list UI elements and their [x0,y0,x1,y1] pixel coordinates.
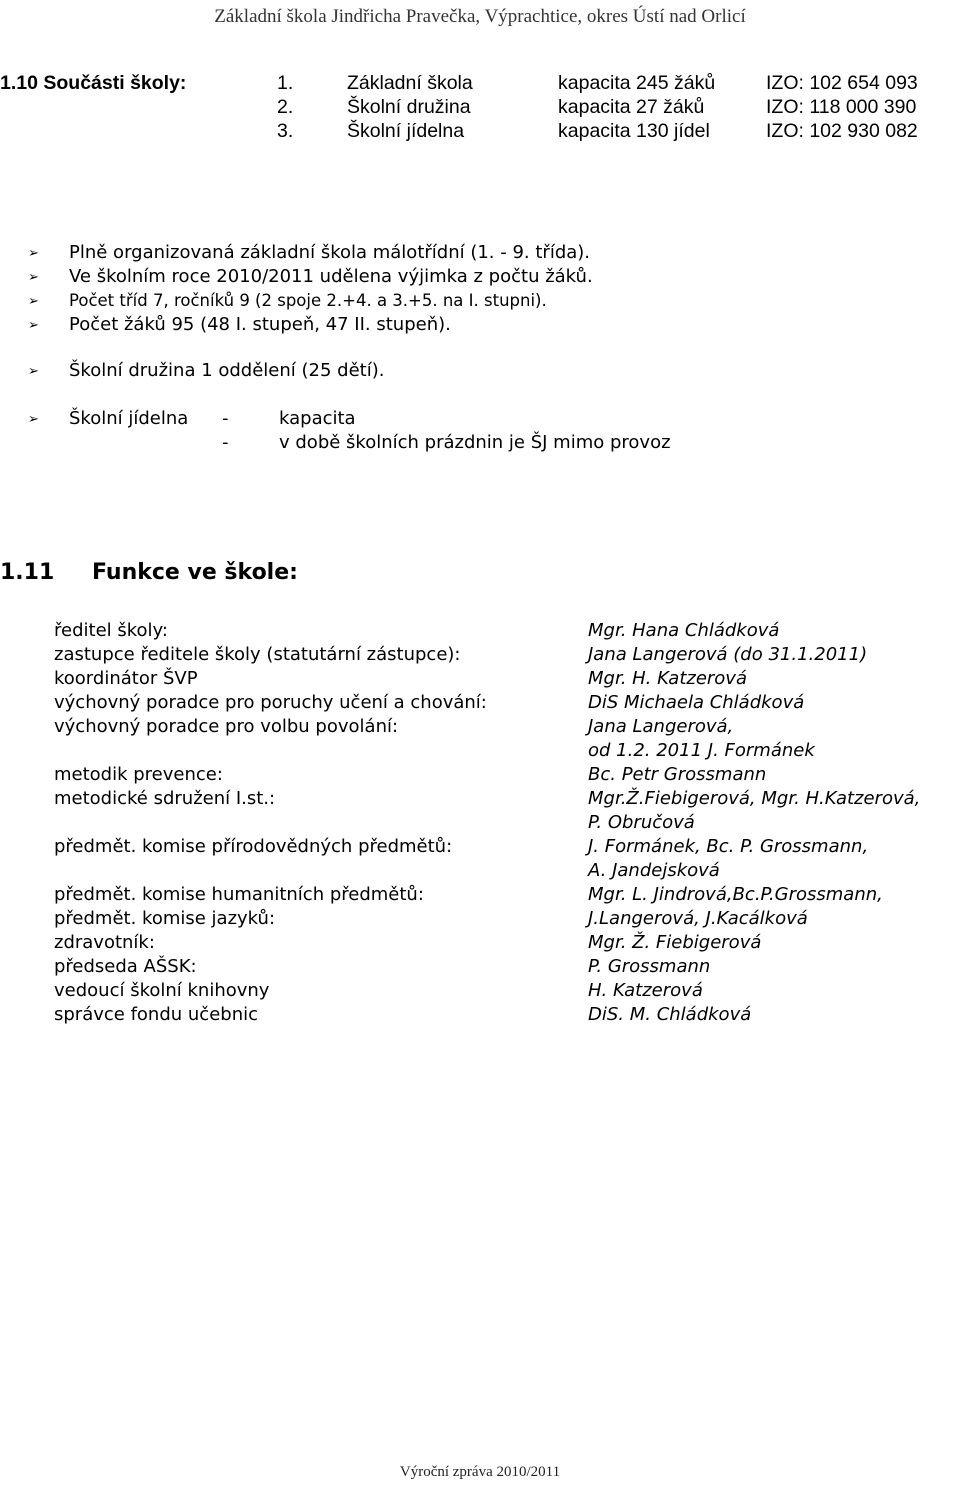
person-name: Mgr.Ž.Fiebigerová, Mgr. H.Katzerová, [588,788,921,809]
person-name: Mgr. Hana Chládková [588,620,780,641]
role-label: předmět. komise přírodovědných předmětů: [54,836,453,857]
component-num: 1. [277,72,294,94]
bullet-text: Počet tříd 7, ročníků 9 (2 spoje 2.+4. a 3.+5. na I. stupni). [69,291,547,310]
person-name: H. Katzerová [588,980,703,1001]
section-110-title: 1.10 Součásti školy: [0,72,187,94]
role-label: metodik prevence: [54,764,223,785]
dash: - [222,432,229,453]
component-num: 2. [277,96,294,118]
page-header: Základní škola Jindřicha Pravečka, Výprachtice, okres Ústí nad Orlicí [214,6,746,27]
section-111-title [0,560,298,585]
section-heading: Funkce ve škole: [92,560,298,585]
page-footer: Výroční zpráva 2010/2011 [399,1464,561,1480]
person-name: Mgr. H. Katzerová [588,668,747,689]
bullet-text: Školní družina 1 oddělení (25 dětí). [69,360,385,381]
component-name: Školní družina [347,96,471,118]
person-name: DiS Michaela Chládková [588,692,805,713]
person-name: P. Grossmann [588,956,711,977]
canteen-holiday-note: v době školních prázdnin je ŠJ mimo provoz [279,432,671,453]
person-name: J.Langerová, J.Kacálková [588,908,808,929]
role-label: výchovný poradce pro poruchy učení a chování: [54,692,487,713]
component-num: 3. [277,120,294,142]
person-name: Jana Langerová (do 31.1.2011) [588,644,868,665]
person-name: DiS. M. Chládková [588,1004,752,1025]
person-name: Jana Langerová, [588,716,734,737]
role-label: předmět. komise jazyků: [54,908,276,929]
person-name: Mgr. L. Jindrová,Bc.P.Grossmann, [588,884,883,905]
role-label: výchovný poradce pro volbu povolání: [54,716,399,737]
person-name: J. Formánek, Bc. P. Grossmann, [588,836,869,857]
role-label: zdravotník: [54,932,155,953]
role-label: koordinátor ŠVP [54,668,198,689]
component-name: Školní jídelna [347,120,465,142]
bullet-text: Počet žáků 95 (48 I. stupeň, 47 II. stupeň). [69,314,451,335]
component-izo: IZO: 102 930 082 [766,120,918,142]
arrow-bullet-icon: ➢ [28,246,39,261]
bullet-text: Plně organizovaná základní škola málotřídní (1. - 9. třída). [69,242,591,263]
component-name: Základní škola [347,72,473,94]
arrow-bullet-icon: ➢ [28,318,39,333]
role-label: předmět. komise humanitních předmětů: [54,884,424,905]
person-name: od 1.2. 2011 J. Formánek [588,740,815,761]
component-izo: IZO: 102 654 093 [766,72,918,94]
role-label: ředitel školy: [54,620,168,641]
arrow-bullet-icon: ➢ [28,412,39,427]
component-izo: IZO: 118 000 390 [766,96,917,118]
canteen-label: Školní jídelna [69,408,189,429]
role-label: správce fondu učebnic [54,1004,259,1025]
role-label: předseda AŠSK: [54,956,197,977]
role-label: metodické sdružení I.st.: [54,788,276,809]
component-capacity: kapacita 130 jídel [558,120,710,142]
role-label: vedoucí školní knihovny [54,980,270,1001]
role-label: zastupce ředitele školy (statutární zástupce): [54,644,461,665]
person-name: A. Jandejsková [588,860,720,881]
person-name: Bc. Petr Grossmann [588,764,767,785]
canteen-capacity: kapacita [279,408,356,429]
dash: - [222,408,229,429]
arrow-bullet-icon: ➢ [28,270,39,285]
component-capacity: kapacita 245 žáků [558,72,716,94]
arrow-bullet-icon: ➢ [28,364,39,379]
arrow-bullet-icon: ➢ [28,294,39,309]
component-capacity: kapacita 27 žáků [558,96,705,118]
section-number: 1.11 [0,560,55,585]
bullet-text: Ve školním roce 2010/2011 udělena výjimka z počtu žáků. [69,266,593,287]
person-name: Mgr. Ž. Fiebigerová [588,932,762,953]
person-name: P. Obručová [588,812,695,833]
